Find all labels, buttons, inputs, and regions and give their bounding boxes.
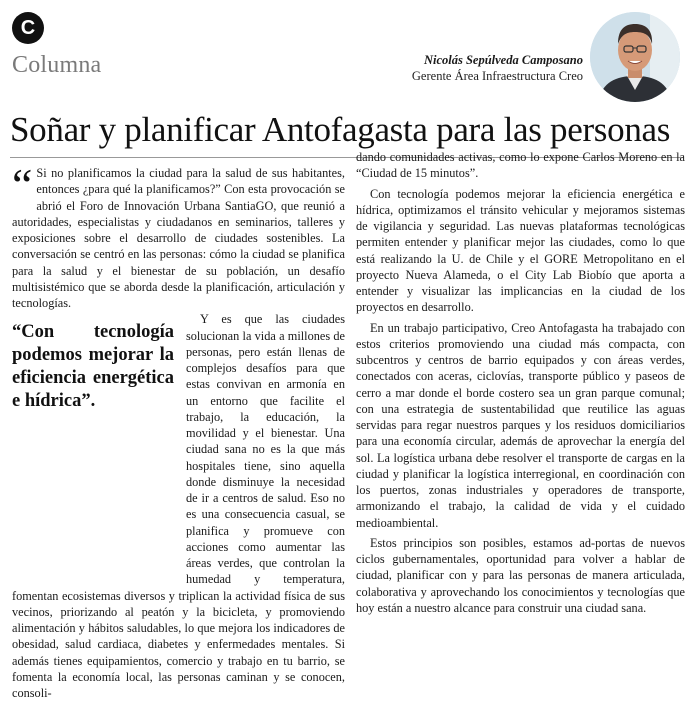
article-lead-text: Si no planificamos la ciudad para la salud de sus habitantes, entonces ¿para qué la planificamos?” Con esta provocación se abrió el Foro de Innovación Urbana SantiaGO, que reunió a autoridades, especialistas y ciudadanos en seminarios, talleres y exposiciones sobre el desarrollo de ciudades sostenibles. La conversación se centró en las personas: cómo la ciudad se planifica para la salud y el bienestar de su población, un desafío multisistémico que se aborda desde la planificación, articulación y tecnologías. <box>12 166 345 310</box>
section-label: Columna <box>12 52 102 78</box>
author-name: Nicolás Sepúlveda Camposano <box>423 53 583 67</box>
article-column-right <box>356 149 685 616</box>
article-paragraph-3: dando comunidades activas, como lo expone Carlos Moreno en la “Ciudad de 15 minutos”. <box>356 150 685 181</box>
author-role: Gerente Área Infraestructura Creo <box>411 69 583 83</box>
headline: Soñar y planificar Antofagasta para las personas <box>10 110 671 149</box>
column-badge: C <box>12 12 44 44</box>
author-block <box>412 52 583 84</box>
portrait-illustration <box>590 12 680 102</box>
author-portrait <box>590 12 680 102</box>
pull-quote: “Con tecnología podemos mejorar la eficiencia energética e hídrica”. <box>12 322 174 412</box>
opening-quote-mark: “ <box>12 159 33 210</box>
article-paragraph-6: Estos principios son posibles, estamos ad-portas de nuevos ciclos gubernamentales, oportunidad para volver a hablar de ciudad, planificar con y para las personas de manera articulada, colaborativa y aprovechando los conocimientos y tecnologías que hoy están a nuestro alcance para construir una ciudad sana. <box>356 535 685 615</box>
article-column-left <box>12 159 345 701</box>
article-paragraph-5: En un trabajo participativo, Creo Antofagasta ha trabajado con estos criterios promoviendo una ciudad más compacta, con subcentros y centros de barrio equipados y con áreas verdes, conectados con aceras, ciclovías, transporte público y paseos de cerro a mar donde el borde costero sea un gran parque comunal; con una estrategia de sustentabilidad que reutilice las aguas servidas para regar nuestros parques y los residuos domiciliarios para una economía circular, además de aprovechar la energía del sol. La logística urbana debe resolver el transporte de cargas en la ciudad y planificar la logística interregional, en coordinación con los puertos, zonas industriales y operadores de transporte, armonizando el trabajo, la calidad de vida y el cuidado medioambiental. <box>356 320 685 530</box>
article-paragraph-2: Y es que las ciudades solucionan la vida a millones de personas, pero están llenas de complejos desafíos para que estas convivan en armonía en un entorno que facilite el trabajo, la educación, la movilidad y el bienestar. Una ciudad sana no es la que más hospitales tiene, sino aquella donde disminuye la necesidad de ir a centros de salud. Eso no es una consecuencia casual, se planifica y promueve con acciones como aumentar las áreas verdes, que controlan la humedad y temperatura, fomentan ecosistemas diversos y triplican la actividad física de sus vecinos, priorizando al peatón y la bicicleta, y promoviendo alimentación y hábitos saludables, lo que mejora los indicadores de obesidad, salud cardiaca, diabetes y enfermedades mentales. Si además tienes equipamientos, comercio y trabajo en tu barrio, se fomenta la economía local, las personas caminan y se conocen, consoli- <box>12 312 345 700</box>
article-paragraph-4: Con tecnología podemos mejorar la eficiencia energética e hídrica, optimizamos el tránsito vehicular y mejoramos sistemas de vigilancia y seguridad. Las nuevas plataformas tecnológicas permiten entender y planificar mejor las ciudades, como lo que está realizando la U. de Chile y el GORE Metropolitano en el proyecto Nueva Alameda, o el City Lab Biobío que aporta a entender y visualizar las implicancias en la ciudad de los proyectos en desarrollo. <box>356 186 685 315</box>
article-paragraph-1 <box>12 159 345 311</box>
